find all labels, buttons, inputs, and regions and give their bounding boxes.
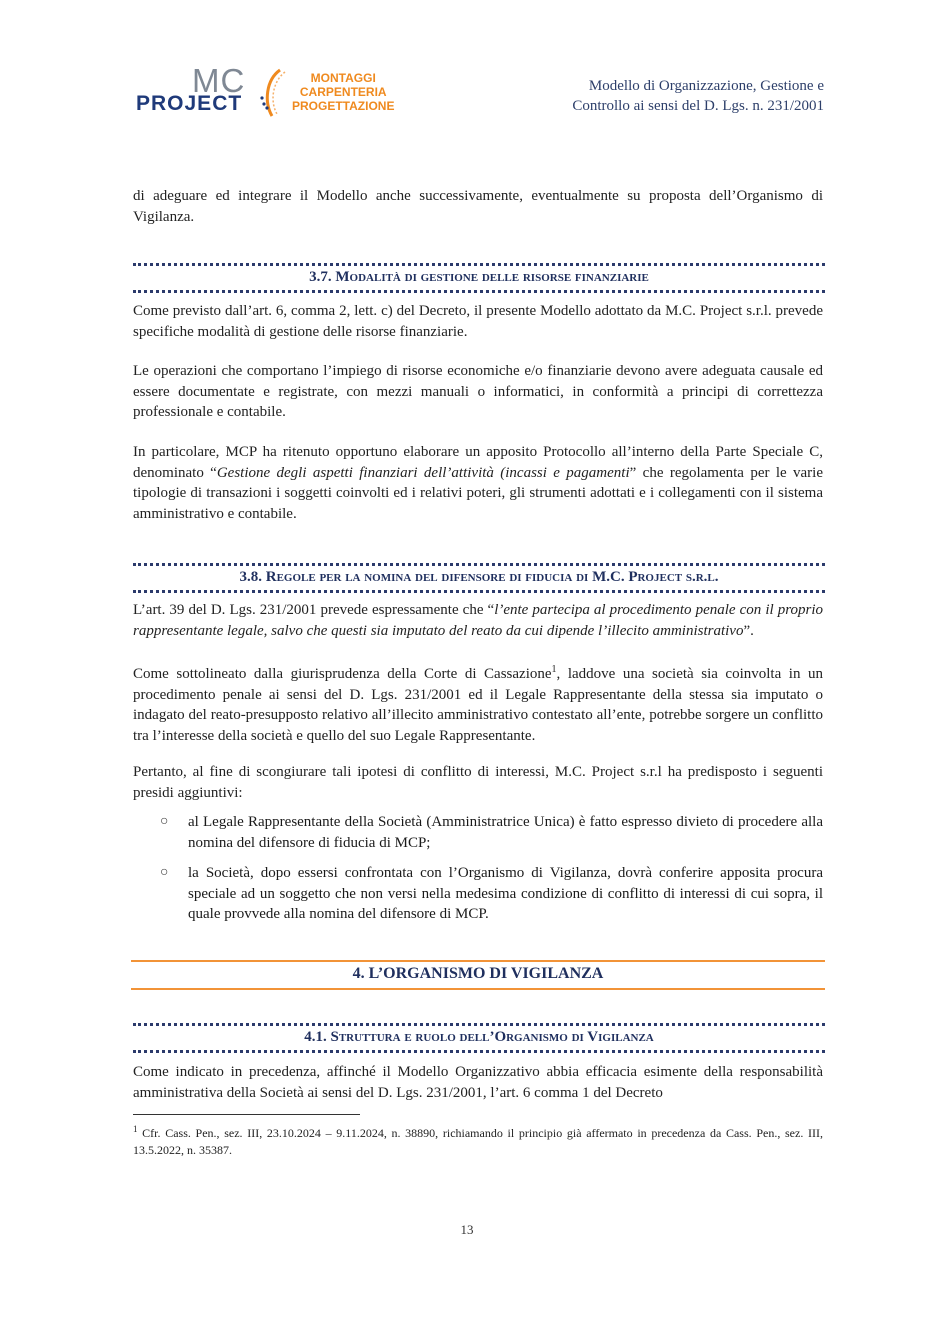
page-number: 13 <box>460 1222 474 1237</box>
heading-rule-bottom <box>133 290 825 293</box>
logo-arc-icon <box>258 68 290 118</box>
section-heading-3-7 <box>133 263 825 293</box>
header-title-line-2: Controllo ai sensi del D. Lgs. n. 231/2001 <box>572 98 824 114</box>
logo-tag-line-1: MONTAGGI <box>310 71 376 85</box>
footnote-text: Cfr. Cass. Pen., sez. III, 23.10.2024 – 9.11.2024, n. 38890, richiamando il principio già affermato in precedenza da Cass. Pen., sez. III, 13.5.2022, n. 35387. <box>133 1126 823 1157</box>
section-heading-4-1 <box>133 1023 825 1053</box>
logo-tagline <box>292 71 394 113</box>
text-run: ” che regolamenta per le varie tipologie di transazioni i soggetti coinvolti ed i relativi poteri, gli strumenti adottati e i collegamenti con il sistema amministrativo e contabile. <box>133 464 823 522</box>
text-run: ”. <box>743 622 754 639</box>
text-run: Come sottolineato dalla giurisprudenza della Corte di Cassazione <box>133 666 552 682</box>
heading-rule-top <box>133 563 825 566</box>
company-logo <box>136 64 406 124</box>
logo-project-text: PROJECT <box>136 92 243 115</box>
chapter-heading-4 <box>131 960 825 990</box>
list-item-text: al Legale Rappresentante della Società (Amministratrice Unica) è fatto espresso divieto di procedere alla nomina del difensore di fiducia di MCP; <box>188 814 823 851</box>
bullet-circle-icon: ○ <box>160 865 169 880</box>
paragraph <box>133 442 823 524</box>
section-title: 4.1. Struttura e ruolo dell’Organismo di Vigilanza <box>304 1029 654 1045</box>
section-title: 3.8. Regole per la nomina del difensore di fiducia di M.C. Project s.r.l. <box>239 569 719 585</box>
logo-mc-text: MC <box>192 62 246 99</box>
paragraph: Pertanto, al fine di scongiurare tali ipotesi di conflitto di interessi, M.C. Project s.r.l ha predisposto i seguenti presidi aggiuntivi: <box>133 764 823 801</box>
list-item <box>160 863 823 925</box>
footnote-separator <box>133 1114 360 1115</box>
footnote-number: 1 <box>133 1124 138 1134</box>
paragraph: Come indicato in precedenza, affinché il Modello Organizzativo abbia efficacia esimente della responsabilità amministrativa della Società ai sensi del D. Lgs. 231/2001, l’art. 6 comma 1 del Decreto <box>133 1064 823 1101</box>
logo-tag-line-2: CARPENTERIA <box>299 85 387 99</box>
footnote-reference[interactable]: 1 <box>551 664 557 675</box>
text-run: , laddove una società sia coinvolta in un procedimento penale ai sensi del D. Lgs. 231/2001 ed il Legale Rappresentante della stessa sia imputato o indagato del reato-presupposto relativo all’illecito amministrativo contestato all’ente, potrebbe sorgere un conflitto tra l’interesse della società e quello del suo Legale Rappresentante. <box>133 666 824 744</box>
list-item <box>160 812 823 853</box>
italic-text-run: Gestione degli aspetti finanziari dell’attività (incassi e pagamenti <box>216 464 630 481</box>
paragraph: Le operazioni che comportano l’impiego di risorse economiche e/o finanziarie devono avere adeguata causale ed essere documentate e registrate, con mezzi manuali o informatici, in conformità a principi di correttezza professionale e contabile. <box>133 363 823 420</box>
heading-rule-bottom <box>133 590 825 593</box>
heading-rule-top <box>133 1023 825 1026</box>
logo-tag-line-3: PROGETTAZIONE <box>292 99 395 113</box>
list-item-text: la Società, dopo essersi confrontata con l’Organismo di Vigilanza, dovrà conferire apposita procura speciale ad un soggetto che non versi nella medesima condizione di conflitto di interessi di cui sopra, il quale provvede alla nomina del difensore di MCP. <box>188 865 823 922</box>
chapter-title: 4. L’ORGANISMO DI VIGILANZA <box>352 965 604 982</box>
footnote <box>133 1121 823 1159</box>
text-run: In particolare, MCP ha ritenuto opportuno elaborare un apposito Protocollo all’interno della Parte Speciale C, denominato “ <box>133 444 823 481</box>
paragraph <box>133 600 823 641</box>
section-heading-3-8 <box>133 563 825 593</box>
bullet-circle-icon: ○ <box>160 814 169 829</box>
intro-paragraph: di adeguare ed integrare il Modello anche successivamente, eventualmente su proposta dell’Organismo di Vigilanza. <box>133 188 823 225</box>
document-header-title <box>572 76 824 116</box>
section-title: 3.7. Modalità di gestione delle risorse finanziarie <box>309 269 649 285</box>
header-title-line-1: Modello di Organizzazione, Gestione e <box>588 78 824 94</box>
paragraph: Come previsto dall’art. 6, comma 2, lett. c) del Decreto, il presente Modello adottato da M.C. Project s.r.l. prevede specifiche modalità di gestione delle risorse finanziarie. <box>133 303 823 340</box>
paragraph <box>133 660 823 746</box>
text-run: L’art. 39 del D. Lgs. 231/2001 prevede espressamente che “ <box>133 602 495 618</box>
italic-quote: l’ente partecipa al procedimento penale con il proprio rappresentante legale, salvo che questi sia imputato del reato da cui dipende l’illecito amministrativo <box>133 602 824 639</box>
heading-rule-bottom <box>133 1050 825 1053</box>
heading-rule-top <box>133 263 825 266</box>
